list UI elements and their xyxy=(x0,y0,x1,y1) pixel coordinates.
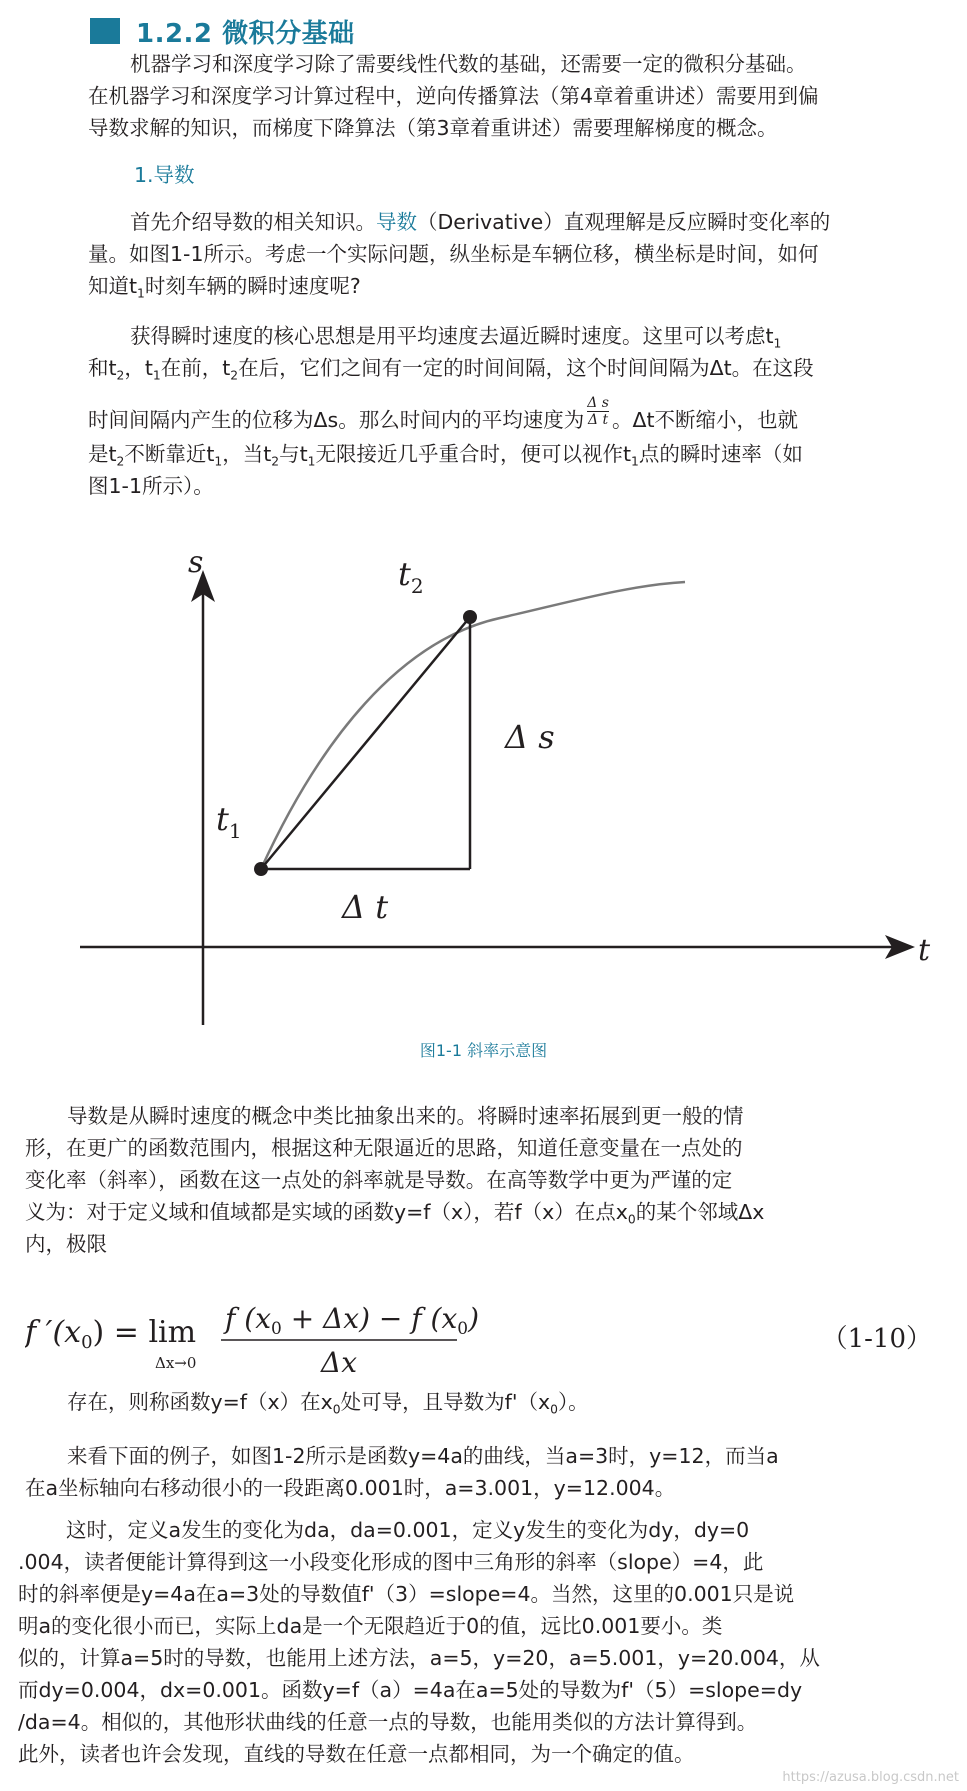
fraction-delta-s-over-delta-t xyxy=(587,395,609,428)
text-line: 明a的变化很小而已，实际上da是一个无限趋近于0的值，远比0.001要小。类 xyxy=(18,1614,723,1638)
delta-t-label: Δ t xyxy=(342,888,389,926)
text-line: 量。如图1-1所示。考虑一个实际问题，纵坐标是车辆位移，横坐标是时间，如何 xyxy=(88,242,819,266)
text-fragment: ，t xyxy=(124,356,153,380)
text-line xyxy=(88,206,938,238)
paragraph-instant-speed xyxy=(88,320,938,502)
formula-subscript: 0 xyxy=(81,1332,93,1353)
text-line: 变化率（斜率），函数在这一点处的斜率就是导数。在高等数学中更为严谨的定 xyxy=(25,1168,733,1192)
t2-subscript: 2 xyxy=(410,574,424,598)
formula-lhs-text: f ′(x xyxy=(25,1315,82,1350)
intro-line: 导数求解的知识，而梯度下降算法（第3章着重讲述）需要理解梯度的概念。 xyxy=(88,116,778,140)
s-axis-label: s xyxy=(188,545,204,580)
text-fragment: 的某个邻域Δx xyxy=(635,1200,765,1224)
text-line: 形，在更广的函数范围内，根据这种无限逼近的思路，知道任意变量在一点处的 xyxy=(25,1136,743,1160)
point-t2 xyxy=(463,610,477,624)
paragraph-slope-explanation xyxy=(18,1514,875,1770)
t1-letter: t xyxy=(216,800,229,838)
subscript: 1 xyxy=(631,453,639,468)
section-title: 1.2.2 微积分基础 xyxy=(136,18,355,49)
subscript: 1 xyxy=(214,453,223,468)
text-line: .004，读者便能计算得到这一小段变化形成的图中三角形的斜率（slope）=4，此 xyxy=(18,1550,764,1574)
text-fragment: 时刻车辆的瞬时速度呢? xyxy=(144,274,361,298)
text-fragment: 不断靠近t xyxy=(124,441,215,466)
formula-numerator xyxy=(223,1302,479,1339)
subscript: 1 xyxy=(152,368,161,383)
subscript: 2 xyxy=(116,368,125,383)
text-line xyxy=(25,1196,875,1228)
delta-s-label: Δ s xyxy=(505,718,555,756)
formula-num-text: ) xyxy=(468,1302,480,1335)
text-line: /da=4。相似的，其他形状曲线的任意一点的导数，也能用类似的方法计算得到。 xyxy=(18,1710,758,1734)
text-fragment: 。Δt不断缩小，也就 xyxy=(611,408,799,432)
text-line: 内，极限 xyxy=(25,1232,107,1256)
t1-subscript: 1 xyxy=(228,819,242,843)
text-line: 似的，计算a=5时的导数，也能用上述方法，a=5，y=20，a=5.001，y=20.004，从 xyxy=(18,1646,820,1670)
text-fragment: ，当t xyxy=(222,441,272,466)
term-derivative: 导数 xyxy=(376,210,417,234)
text-line: 来看下面的例子，如图1-2所示是函数y=4a的曲线，当a=3时，y=12，而当a xyxy=(67,1444,779,1468)
intro-line: 机器学习和深度学习除了需要线性代数的基础，还需要一定的微积分基础。 xyxy=(130,52,807,76)
formula-denominator: Δx xyxy=(321,1346,358,1379)
limit-subscript: Δx→0 xyxy=(155,1354,197,1372)
paragraph-derivative-definition xyxy=(25,1100,875,1260)
formula-subscript: 0 xyxy=(457,1319,469,1339)
paragraph-example xyxy=(25,1440,875,1504)
text-line xyxy=(88,438,938,470)
text-line xyxy=(88,352,938,384)
subscript: 0 xyxy=(627,1212,636,1227)
text-fragment: 获得瞬时速度的核心思想是用平均速度去逼近瞬时速度。这里可以考虑t xyxy=(130,324,774,348)
figure-caption: 图1-1 斜率示意图 xyxy=(419,1041,548,1060)
heading-marker-icon xyxy=(90,18,120,44)
text-line xyxy=(88,320,938,352)
fraction-denominator: Δ t xyxy=(587,411,609,428)
function-curve xyxy=(261,582,685,869)
t1-label xyxy=(216,800,242,843)
t2-label xyxy=(398,555,424,598)
text-fragment: 无限接近几乎重合时，便可以视作t xyxy=(315,441,632,466)
paragraph-differentiable xyxy=(25,1386,875,1418)
text-line xyxy=(25,1386,875,1418)
section-heading xyxy=(90,14,355,48)
subscript: 2 xyxy=(116,453,125,468)
text-fragment: 在前，t xyxy=(160,356,231,380)
subscript: 1 xyxy=(773,336,782,351)
subscript: 1 xyxy=(307,453,316,468)
text-line: 而dy=0.004，dx=0.001。函数y=f（a）=4a在a=5处的导数为f'（5）=slope=dy xyxy=(18,1678,803,1702)
text-fragment: 存在，则称函数y=f（x）在x xyxy=(67,1390,333,1414)
t2-letter: t xyxy=(398,555,411,593)
text-fragment: 时间间隔内产生的位移为Δs。那么时间内的平均速度为 xyxy=(88,408,585,432)
subscript: 1 xyxy=(137,286,145,301)
fraction-numerator: Δ s xyxy=(587,394,609,411)
text-fragment: 义为：对于定义域和值域都是实域的函数y=f（x），若f（x）在点x xyxy=(25,1200,628,1224)
subscript: 2 xyxy=(271,453,280,468)
text-line xyxy=(88,270,938,302)
intro-paragraph xyxy=(88,48,938,144)
text-fragment: （Derivative）直观理解是反应瞬时变化率的 xyxy=(417,210,831,234)
formula-number: （1-10） xyxy=(821,1324,932,1354)
text-fragment: 处可导，且导数为f'（x xyxy=(340,1390,551,1414)
text-fragment: ）。 xyxy=(557,1390,589,1414)
text-fragment: 在后，它们之间有一定的时间间隔，这个时间间隔为Δt。在这段 xyxy=(238,356,814,380)
watermark: https://azusa.blog.csdn.net xyxy=(782,1770,959,1785)
text-fragment: 和t xyxy=(88,356,117,380)
text-line: 图1-1所示）。 xyxy=(88,473,214,498)
intro-line: 在机器学习和深度学习计算过程中，逆向传播算法（第4章着重讲述）需要用到偏 xyxy=(88,84,819,108)
formula-subscript: 0 xyxy=(270,1319,282,1339)
derivative-limit-formula xyxy=(25,1300,895,1380)
formula-lhs xyxy=(25,1315,196,1353)
formula-lim: ) = lim xyxy=(92,1315,197,1350)
t-axis-label: t xyxy=(918,933,931,968)
slope-diagram xyxy=(80,530,950,1030)
subscript: 0 xyxy=(550,1402,558,1417)
text-fragment: 是t xyxy=(88,441,117,466)
text-fragment: 点的瞬时速率（如 xyxy=(638,441,803,466)
subscript: 0 xyxy=(332,1402,341,1417)
text-fragment: 与t xyxy=(279,441,308,466)
subscript: 2 xyxy=(230,368,239,383)
text-fragment: 首先介绍导数的相关知识。 xyxy=(130,210,376,234)
formula-num-text: + Δx) − f (x xyxy=(281,1302,458,1335)
text-line: 时的斜率便是y=4a在a=3处的导数值f'（3）=slope=4。当然，这里的0.001只是说 xyxy=(18,1582,795,1606)
text-line xyxy=(88,394,938,438)
point-t1 xyxy=(254,862,268,876)
text-line: 此外，读者也许会发现，直线的导数在任意一点都相同，为一个确定的值。 xyxy=(18,1742,695,1766)
secant-line xyxy=(261,617,470,869)
text-line: 这时，定义a发生的变化为da，da=0.001，定义y发生的变化为dy，dy=0 xyxy=(66,1518,750,1542)
subsection-title: 1.导数 xyxy=(134,163,195,187)
text-line: 在a坐标轴向右移动很小的一段距离0.001时，a=3.001，y=12.004。 xyxy=(25,1476,676,1500)
text-line: 导数是从瞬时速度的概念中类比抽象出来的。将瞬时速率拓展到更一般的情 xyxy=(67,1104,744,1128)
paragraph-derivative-intro xyxy=(88,206,938,302)
text-fragment: 知道t xyxy=(88,274,138,298)
formula-num-text: f (x xyxy=(225,1302,271,1335)
